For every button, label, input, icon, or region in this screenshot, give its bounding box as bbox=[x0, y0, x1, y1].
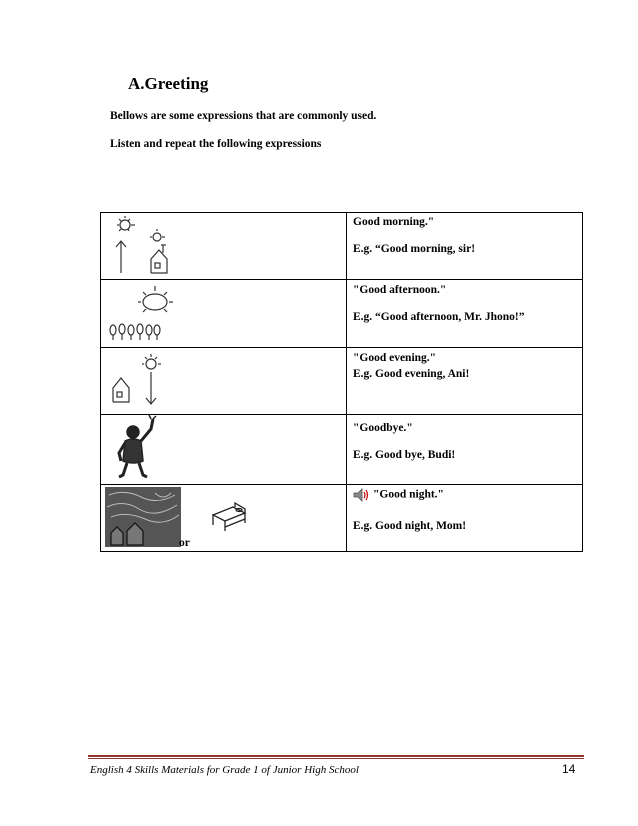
or-label: or bbox=[179, 537, 190, 549]
expression-phrase-line bbox=[353, 488, 444, 502]
intro-line-1: Bellows are some expressions that are commonly used. bbox=[110, 110, 377, 122]
sunrise-icon bbox=[107, 215, 187, 277]
expression-cell bbox=[347, 485, 583, 552]
bed-icon bbox=[209, 501, 249, 533]
expression-cell bbox=[347, 348, 583, 415]
page-number: 14 bbox=[562, 762, 576, 776]
intro-line-2: Listen and repeat the following expressions bbox=[110, 138, 322, 150]
expression-example: E.g. “Good morning, sir! bbox=[353, 243, 476, 255]
picture-cell bbox=[101, 348, 347, 415]
expressions-table bbox=[100, 212, 583, 552]
expression-phrase: "Good night." bbox=[373, 488, 444, 501]
footer-rule bbox=[88, 755, 584, 757]
expression-phrase: Good morning." bbox=[353, 216, 435, 228]
expression-example: E.g. “Good afternoon, Mr. Jhono!” bbox=[353, 311, 525, 323]
table-row bbox=[101, 348, 583, 415]
expression-example: E.g. Good bye, Budi! bbox=[353, 449, 456, 461]
waving-person-icon bbox=[111, 415, 171, 483]
table-row bbox=[101, 280, 583, 348]
night-scene-icon bbox=[105, 487, 181, 547]
expression-phrase: "Good evening." bbox=[353, 352, 437, 364]
picture-cell bbox=[101, 213, 347, 280]
sun-over-trees-icon bbox=[105, 284, 189, 344]
expression-cell bbox=[347, 213, 583, 280]
sunset-icon bbox=[107, 352, 177, 412]
expression-example: E.g. Good evening, Ani! bbox=[353, 368, 470, 380]
expression-example: E.g. Good night, Mom! bbox=[353, 520, 467, 532]
footer-rule-thin bbox=[88, 758, 584, 759]
table-row bbox=[101, 415, 583, 485]
picture-cell bbox=[101, 415, 347, 485]
expression-phrase: "Goodbye." bbox=[353, 422, 413, 434]
expression-phrase: "Good afternoon." bbox=[353, 284, 447, 296]
expression-cell bbox=[347, 280, 583, 348]
picture-cell bbox=[101, 485, 347, 552]
picture-cell bbox=[101, 280, 347, 348]
table-row bbox=[101, 485, 583, 552]
table-row bbox=[101, 213, 583, 280]
page-title: A.Greeting bbox=[128, 74, 209, 93]
expression-cell bbox=[347, 415, 583, 485]
footer-text: English 4 Skills Materials for Grade 1 of Junior High School bbox=[90, 764, 359, 776]
speaker-icon[interactable] bbox=[353, 488, 371, 502]
